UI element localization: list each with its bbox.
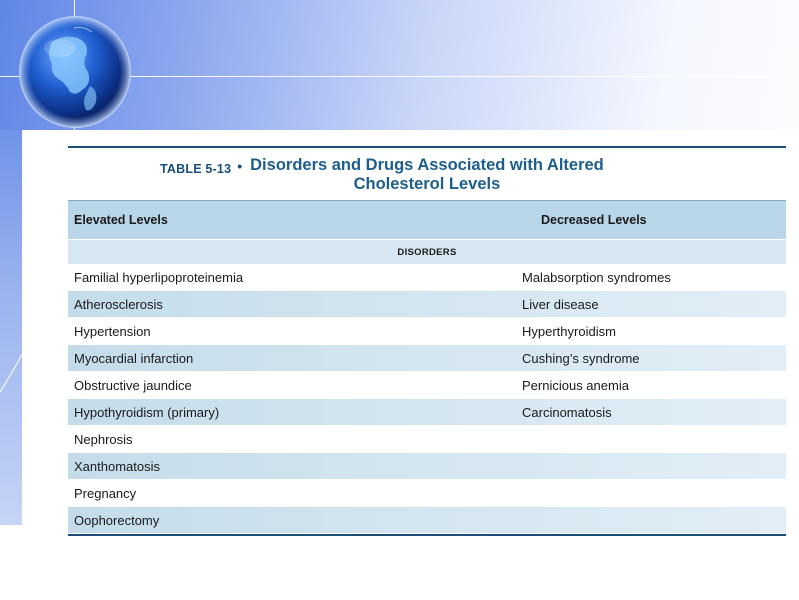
cell-elevated: Hypertension (74, 323, 151, 339)
left-accent-strip (0, 130, 22, 525)
table-label: TABLE 5-13 (160, 162, 232, 176)
column-header-decreased: Decreased Levels (541, 213, 647, 227)
table-caption (68, 148, 786, 200)
cell-decreased: Malabsorption syndromes (522, 269, 671, 285)
globe-icon (12, 14, 138, 130)
table-row (68, 345, 786, 372)
cell-decreased: Carcinomatosis (522, 404, 612, 420)
table-body (68, 264, 786, 534)
table-row (68, 372, 786, 399)
table-row (68, 291, 786, 318)
cell-decreased: Cushing’s syndrome (522, 350, 640, 366)
section-header-disorders: DISORDERS (68, 239, 786, 264)
table-row (68, 480, 786, 507)
table-row (68, 399, 786, 426)
table-row (68, 453, 786, 480)
cholesterol-table (68, 146, 786, 536)
table-row (68, 426, 786, 453)
table-title (250, 156, 604, 194)
cell-elevated: Myocardial infarction (74, 350, 194, 366)
table-row (68, 318, 786, 345)
table-title-line-2: Cholesterol Levels (353, 175, 501, 193)
cell-decreased: Pernicious anemia (522, 377, 629, 393)
table-title-line-1: Disorders and Drugs Associated with Altered (250, 156, 604, 174)
cell-decreased: Hyperthyroidism (522, 323, 616, 339)
cell-elevated: Atherosclerosis (74, 296, 163, 312)
table-bottom-rule (68, 534, 786, 536)
table-header-row (68, 200, 786, 239)
table-row (68, 264, 786, 291)
cell-elevated: Obstructive jaundice (74, 377, 192, 393)
cell-elevated: Oophorectomy (74, 512, 160, 528)
cell-elevated: Familial hyperlipoproteinemia (74, 269, 244, 285)
cell-decreased: Liver disease (522, 296, 599, 312)
cell-elevated: Pregnancy (74, 485, 137, 501)
column-header-elevated: Elevated Levels (74, 213, 168, 227)
cell-elevated: Hypothyroidism (primary) (74, 404, 220, 420)
table-row (68, 507, 786, 534)
caption-bullet: • (237, 158, 243, 174)
cell-elevated: Xanthomatosis (74, 458, 160, 474)
cell-elevated: Nephrosis (74, 431, 133, 447)
